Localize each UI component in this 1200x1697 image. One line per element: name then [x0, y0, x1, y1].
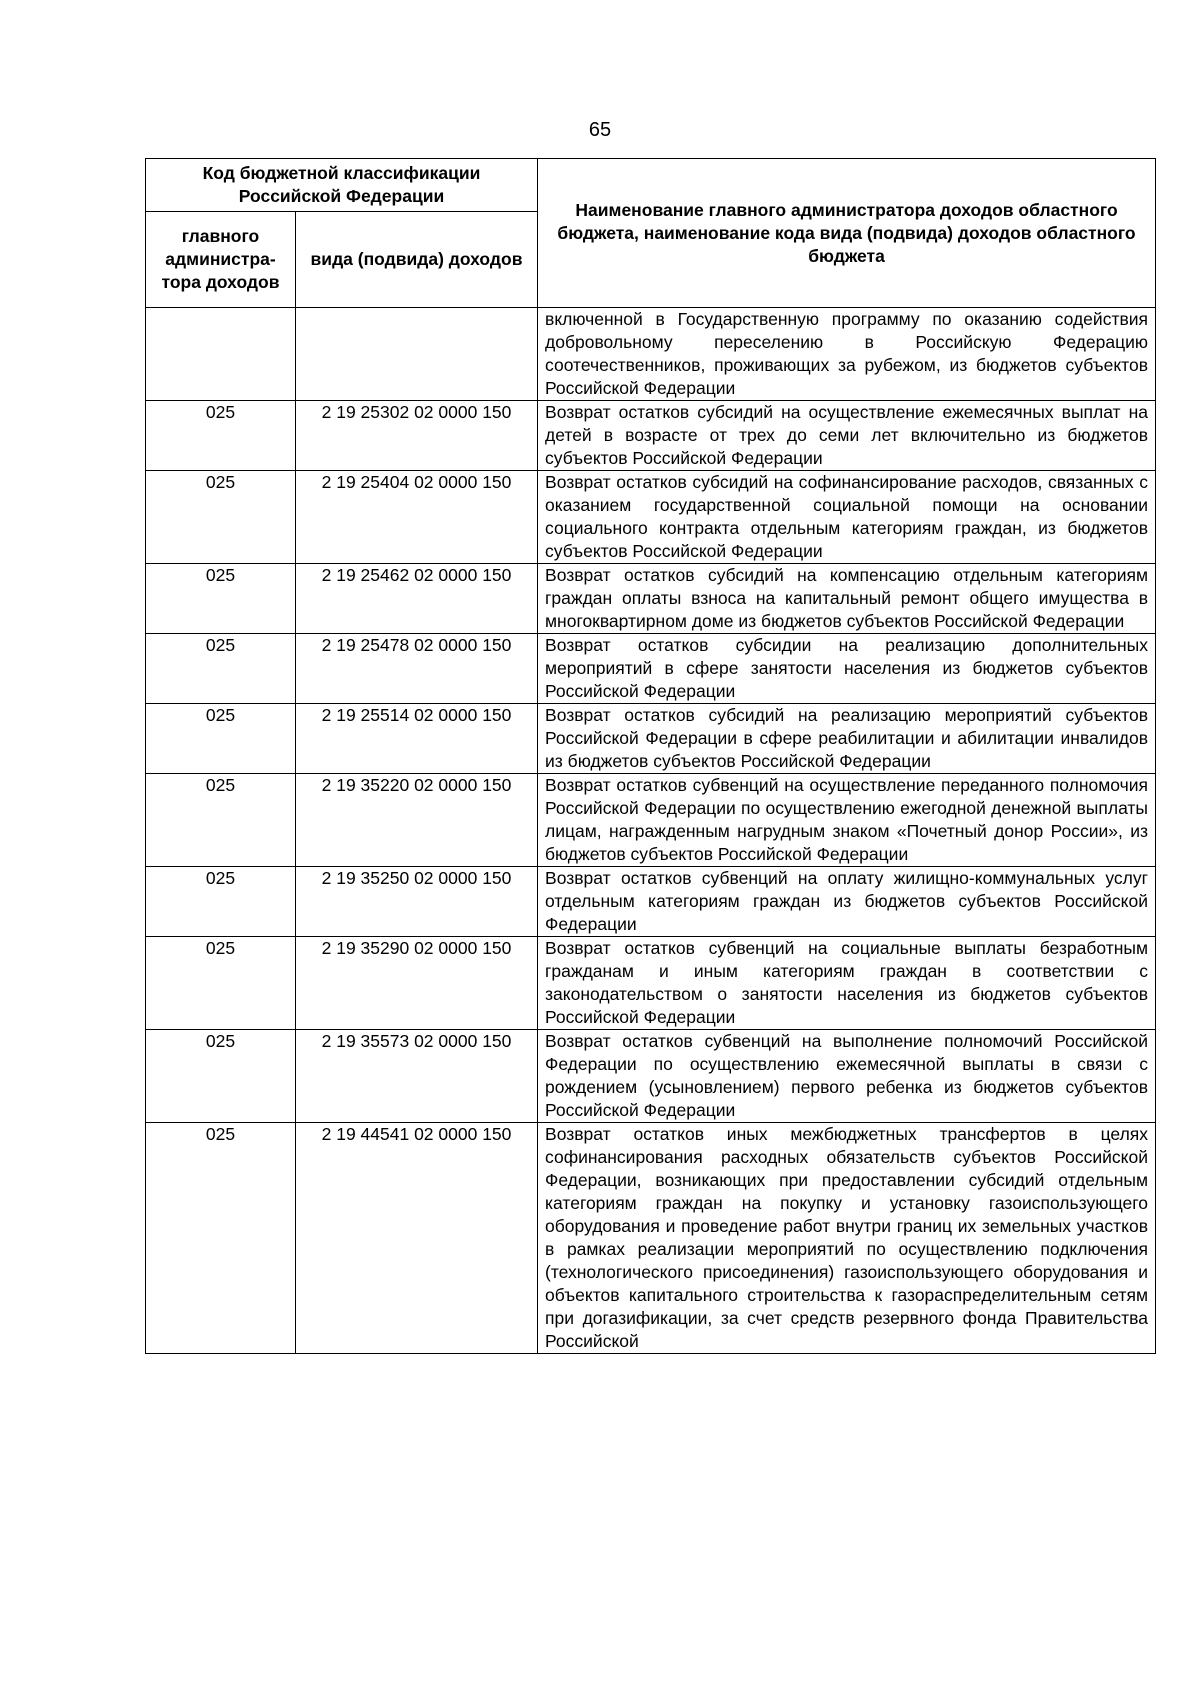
page-number: 65 [588, 119, 612, 141]
table-row [146, 774, 1156, 867]
admin-code-cell: 025 [146, 704, 296, 774]
table-row [146, 401, 1156, 471]
table-row [146, 937, 1156, 1030]
admin-code-cell: 025 [146, 634, 296, 704]
table-row [146, 564, 1156, 634]
admin-code-cell: 025 [146, 1030, 296, 1123]
income-name-cell: Возврат остатков субвенций на осуществление переданного полномочия Российской Федерации по осуществлению ежегодной денежной выплаты лицам, награжденным нагрудным знаком «Почетный донор России», из бюджетов субъектов Российской Федерации [538, 774, 1156, 867]
income-name-cell: Возврат остатков субсидий на реализацию мероприятий субъектов Российской Федерации в сфере реабилитации и абилитации инвалидов из бюджетов субъектов Российской Федерации [538, 704, 1156, 774]
table-body [146, 308, 1156, 1354]
income-name-cell: Возврат остатков субсидии на реализацию дополнительных мероприятий в сфере занятости населения из бюджетов субъектов Российской Федерации [538, 634, 1156, 704]
table-row [146, 634, 1156, 704]
income-code-cell: 2 19 25404 02 0000 150 [296, 471, 538, 564]
table-row [146, 471, 1156, 564]
admin-code-cell: 025 [146, 564, 296, 634]
income-name-cell: Возврат остатков субвенций на социальные выплаты безработным гражданам и иным категориям граждан в соответствии с законодательством о занятости населения из бюджетов субъектов Российской Федерации [538, 937, 1156, 1030]
income-code-cell: 2 19 35220 02 0000 150 [296, 774, 538, 867]
income-code-cell: 2 19 25462 02 0000 150 [296, 564, 538, 634]
admin-code-cell [146, 308, 296, 401]
income-code-cell: 2 19 25514 02 0000 150 [296, 704, 538, 774]
budget-classification-table [145, 158, 1156, 1354]
table-row [146, 1123, 1156, 1354]
income-code-cell [296, 308, 538, 401]
header-admin-column: главного администра-тора доходов [146, 212, 296, 308]
admin-code-cell: 025 [146, 401, 296, 471]
header-group-title: Код бюджетной классификации Российской Федерации [146, 159, 538, 212]
header-code-column: вида (подвида) доходов [296, 212, 538, 308]
admin-code-cell: 025 [146, 867, 296, 937]
income-code-cell: 2 19 25302 02 0000 150 [296, 401, 538, 471]
income-code-cell: 2 19 44541 02 0000 150 [296, 1123, 538, 1354]
income-name-cell: включенной в Государственную программу по оказанию содействия добровольному переселению в Российскую Федерацию соотечественников, проживающих за рубежом, из бюджетов субъектов Российской Федерации [538, 308, 1156, 401]
income-name-cell: Возврат остатков субвенций на выполнение полномочий Российской Федерации по осуществлению ежемесячной выплаты в связи с рождением (усыновлением) первого ребенка из бюджетов субъектов Российской Федерации [538, 1030, 1156, 1123]
admin-code-cell: 025 [146, 937, 296, 1030]
table-row [146, 1030, 1156, 1123]
admin-code-cell: 025 [146, 1123, 296, 1354]
table-row [146, 867, 1156, 937]
income-name-cell: Возврат остатков субсидий на софинансирование расходов, связанных с оказанием государственной социальной помощи на основании социального контракта отдельным категориям граждан, из бюджетов субъектов Российской Федерации [538, 471, 1156, 564]
admin-code-cell: 025 [146, 774, 296, 867]
income-name-cell: Возврат остатков субсидий на осуществление ежемесячных выплат на детей в возрасте от трех до семи лет включительно из бюджетов субъектов Российской Федерации [538, 401, 1156, 471]
income-code-cell: 2 19 35573 02 0000 150 [296, 1030, 538, 1123]
table-header [146, 159, 1156, 308]
income-code-cell: 2 19 25478 02 0000 150 [296, 634, 538, 704]
table-row [146, 704, 1156, 774]
table-row [146, 308, 1156, 401]
income-name-cell: Возврат остатков иных межбюджетных трансфертов в целях софинансирования расходных обязательств субъектов Российской Федерации, возникающих при предоставлении субсидий отдельным категориям граждан на покупку и установку газоиспользующего оборудования и проведение работ внутри границ их земельных участков в рамках реализации мероприятий по осуществлению подключения (технологического присоединения) газоиспользующего оборудования и объектов капитального строительства к газораспределительным сетям при догазификации, за счет средств резервного фонда Правительства Российской [538, 1123, 1156, 1354]
income-code-cell: 2 19 35290 02 0000 150 [296, 937, 538, 1030]
income-name-cell: Возврат остатков субсидий на компенсацию отдельным категориям граждан оплаты взноса на капитальный ремонт общего имущества в многоквартирном доме из бюджетов субъектов Российской Федерации [538, 564, 1156, 634]
income-name-cell: Возврат остатков субвенций на оплату жилищно-коммунальных услуг отдельным категориям граждан из бюджетов субъектов Российской Федерации [538, 867, 1156, 937]
admin-code-cell: 025 [146, 471, 296, 564]
header-name-column: Наименование главного администратора доходов областного бюджета, наименование кода вида (подвида) доходов областного бюджета [538, 159, 1156, 308]
income-code-cell: 2 19 35250 02 0000 150 [296, 867, 538, 937]
